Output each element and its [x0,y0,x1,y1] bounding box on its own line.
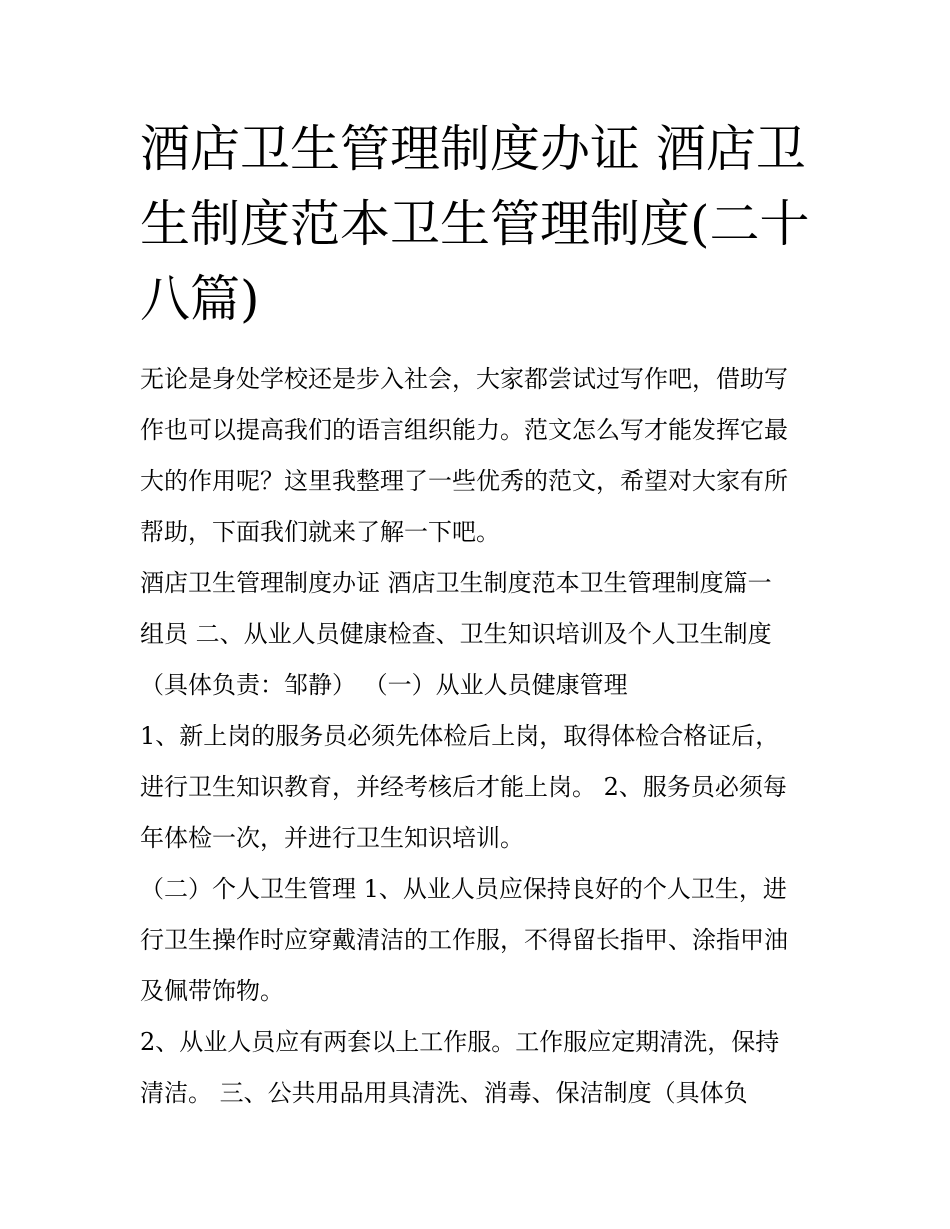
body-line: 大的作用呢？这里我整理了一些优秀的范文，希望对大家有所 [140,467,788,495]
body-line: 1、新上岗的服务员必须先体检后上岗，取得体检合格证后， [140,722,780,750]
body-line: 及佩带饰物。 [140,977,284,1005]
body-line: 帮助，下面我们就来了解一下吧。 [140,518,500,546]
title-line: 酒店卫生管理制度办证 酒店卫 [140,120,806,178]
body-line: 作也可以提高我们的语言组织能力。范文怎么写才能发挥它最 [140,416,788,444]
body-line: （二）个人卫生管理 1、从业人员应保持良好的个人卫生，进 [140,875,787,903]
title-line: 生制度范本卫生管理制度(二十 [140,195,810,253]
body-line: 酒店卫生管理制度办证 酒店卫生制度范本卫生管理制度篇一 [140,569,772,597]
title-line: 八篇) [140,270,260,328]
body-line: 行卫生操作时应穿戴清洁的工作服，不得留长指甲、涂指甲油 [140,926,788,954]
body-line: （具体负责：邹静） （一）从业人员健康管理 [140,671,628,699]
body-line: 清洁。 三、公共用品用具清洗、消毒、保洁制度（具体负 [140,1079,748,1107]
body-line: 无论是身处学校还是步入社会，大家都尝试过写作吧，借助写 [140,365,788,393]
body-line: 进行卫生知识教育，并经考核后才能上岗。 2、服务员必须每 [140,773,787,801]
document-body [140,354,830,1119]
body-line: 组员 二、从业人员健康检查、卫生知识培训及个人卫生制度 [140,620,772,648]
body-line: 年体检一次，并进行卫生知识培训。 [140,824,524,852]
document-title [140,112,820,337]
body-line: 2、从业人员应有两套以上工作服。工作服应定期清洗，保持 [140,1028,780,1056]
